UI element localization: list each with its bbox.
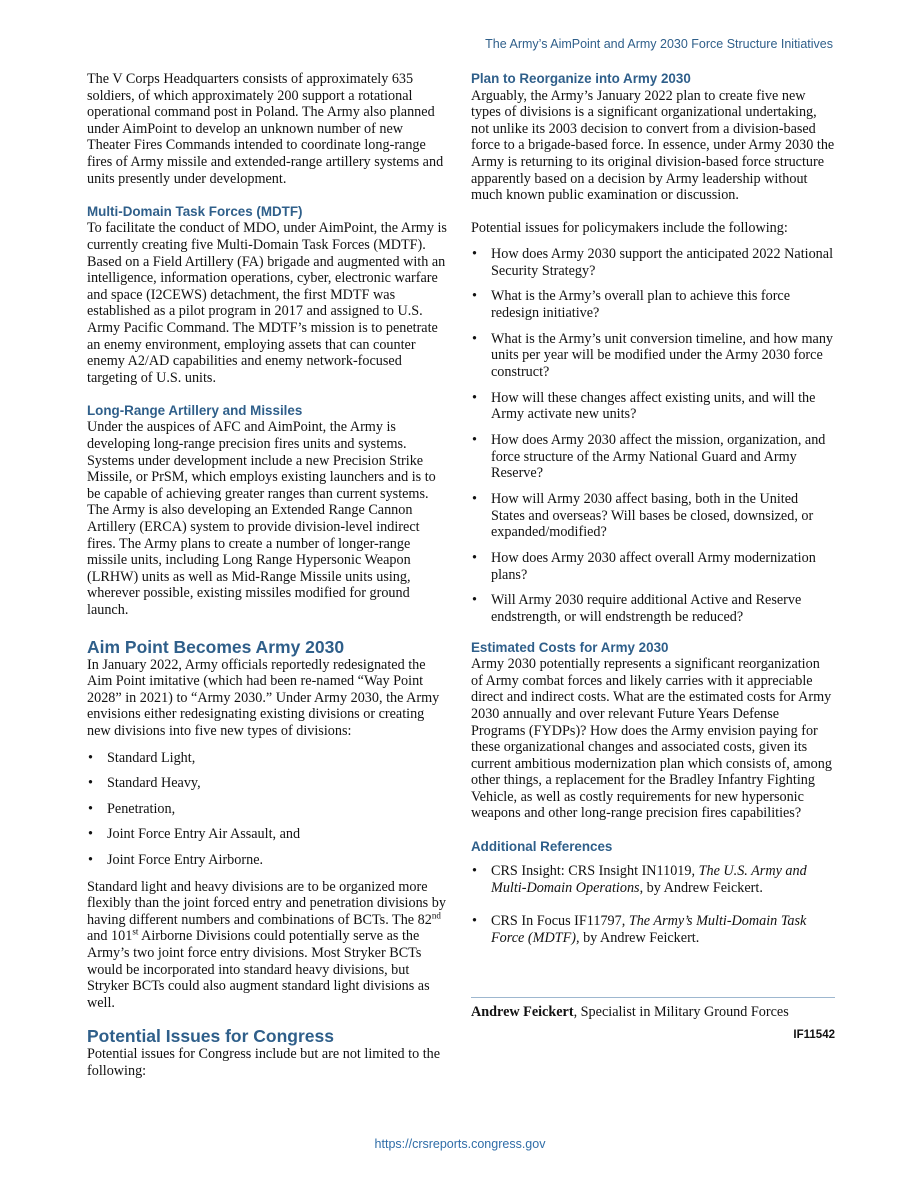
division-types-list [87, 750, 449, 869]
running-header: The Army’s AimPoint and Army 2030 Force Structure Initiatives [485, 37, 833, 51]
congress-issues-paragraph: Potential issues for Congress include but are not limited to the following: [87, 1046, 441, 1079]
list-item: • How does Army 2030 support the anticipated 2022 National Security Strategy? [471, 246, 835, 279]
author-line: Andrew Feickert, Specialist in Military Ground Forces [471, 1003, 789, 1020]
list-item: • How will Army 2030 affect basing, both in the United States and overseas? Will bases be closed, downsized, or expanded/modified? [471, 491, 835, 541]
issues-intro: Potential issues for policymakers include the following: [471, 220, 788, 237]
reference-item: • CRS In Focus IF11797, The Army’s Multi-Domain Task Force (MDTF), by Andrew Feickert. [471, 913, 835, 946]
list-item: • What is the Army’s unit conversion timeline, and how many units per year will be modified under the Army 2030 force construct? [471, 331, 835, 381]
congress-issues-heading: Potential Issues for Congress [87, 1026, 335, 1047]
footer-url-link[interactable]: https://crsreports.congress.gov [374, 1137, 546, 1151]
product-id: IF11542 [793, 1029, 835, 1042]
list-item: • Joint Force Entry Air Assault, and [87, 826, 449, 843]
reference-item: • CRS Insight: CRS Insight IN11019, The U.S. Army and Multi-Domain Operations, by Andrew Feickert. [471, 863, 835, 896]
long-range-artillery-paragraph: Under the auspices of AFC and AimPoint, the Army is developing long-range precision fires units and systems. Systems under development include a new Precision Strike Missile, or PrSM, which employs existing launchers and is to be capable of achieving greater ranges than current systems. The Army is also developing an Extended Range Cannon Artillery (ERCA) system to provide division-level indirect fires. The Army plans to create a number of longer-range missile units, including Long Range Hypersonic Weapon (LRHW) units as well as Mid-Range Missile units using, wherever possible, existing missiles modified for ground launch. [87, 419, 436, 618]
left-column [87, 71, 449, 1096]
mdtf-heading: Multi-Domain Task Forces (MDTF) [87, 203, 303, 219]
aimpoint-heading: Aim Point Becomes Army 2030 [87, 636, 345, 657]
additional-references-heading: Additional References [471, 838, 613, 854]
list-item: • What is the Army’s overall plan to achieve this force redesign initiative? [471, 288, 835, 321]
list-item: • How will these changes affect existing units, and will the Army activate new units? [471, 390, 835, 423]
aimpoint-paragraph: In January 2022, Army officials reportedly redesignated the Aim Point imitative (which had been re-named “Way Point 2028” in 2021) to “Army 2030.” Under Army 2030, the Army envisions either redesignating existing divisions or creating new divisions into five new types of divisions: [87, 656, 440, 739]
reorganize-paragraph: Arguably, the Army’s January 2022 plan to create five new types of divisions is a significant organizational undertaking, not unlike its 2003 decision to convert from a division-based force to a brigade-based force. In essence, under Army 2030 the Army is returning to its original division-based force structure apparently based on a decision by Army leadership without much known public examination or discussion. [471, 87, 835, 204]
long-range-artillery-heading: Long-Range Artillery and Missiles [87, 402, 303, 418]
policy-issues-list [471, 246, 835, 626]
list-item: • How does Army 2030 affect overall Army modernization plans? [471, 550, 835, 583]
list-item: • Joint Force Entry Airborne. [87, 852, 449, 869]
right-column [471, 71, 835, 1044]
list-item: • Standard Light, [87, 750, 449, 767]
list-item: • Will Army 2030 require additional Active and Reserve endstrength, or will endstrength be reduced? [471, 592, 835, 625]
estimated-costs-paragraph: Army 2030 potentially represents a significant reorganization of Army combat forces and likely carries with it appreciable direct and indirect costs. What are the estimated costs for Army 2030 annually and over relevant Future Years Defense Programs (FYDPs)? How does the Army envision paying for these organizational changes and associated costs, given its current ambitious modernization plan which consists of, among other things, a replacement for the Bradley Infantry Fighting Vehicle, as well as costly requirements for new hypersonic weapons and other long-range precision fires capabilities? [471, 656, 832, 822]
reorganize-heading: Plan to Reorganize into Army 2030 [471, 71, 691, 86]
standard-divisions-paragraph: Standard light and heavy divisions are to be organized more flexibly than the joint forced entry and penetration divisions by having different numbers and combinations of BCTs. The 82nd and 101st Airborne Divisions could potentially serve as the Army’s two joint force entry divisions. Most Stryker BCTs would be incorporated into standard heavy divisions, but Stryker BCTs could also augment standard light divisions as well. [87, 878, 446, 1011]
intro-paragraph: The V Corps Headquarters consists of approximately 635 soldiers, of which approximately 200 support a rotational operational command post in Poland. The Army also planned under AimPoint to develop an unknown number of new Theater Fires Commands intended to coordinate long-range fires of Army missile and extended-range artillery systems and units presently under development. [87, 71, 444, 187]
estimated-costs-heading: Estimated Costs for Army 2030 [471, 639, 669, 655]
list-item: • Standard Heavy, [87, 775, 449, 792]
list-item: • How does Army 2030 affect the mission, organization, and force structure of the Army National Guard and Army Reserve? [471, 432, 835, 482]
list-item: • Penetration, [87, 801, 449, 818]
references-list [471, 863, 835, 946]
mdtf-paragraph: To facilitate the conduct of MDO, under AimPoint, the Army is currently creating five Multi-Domain Task Forces (MDTF). Based on a Field Artillery (FA) brigade and augmented with an intelligence, information operations, cyber, electronic warfare and space (I2CEWS) detachment, the first MDTF was established as a pilot program in 2017 and assigned to U.S. Army Pacific Command. The MDTF’s mission is to penetrate an enemy environment, employing assets that can counter enemy A2/AD capabilities and enemy network-focused targeting of U.S. units. [87, 220, 447, 386]
author-divider [471, 997, 835, 998]
